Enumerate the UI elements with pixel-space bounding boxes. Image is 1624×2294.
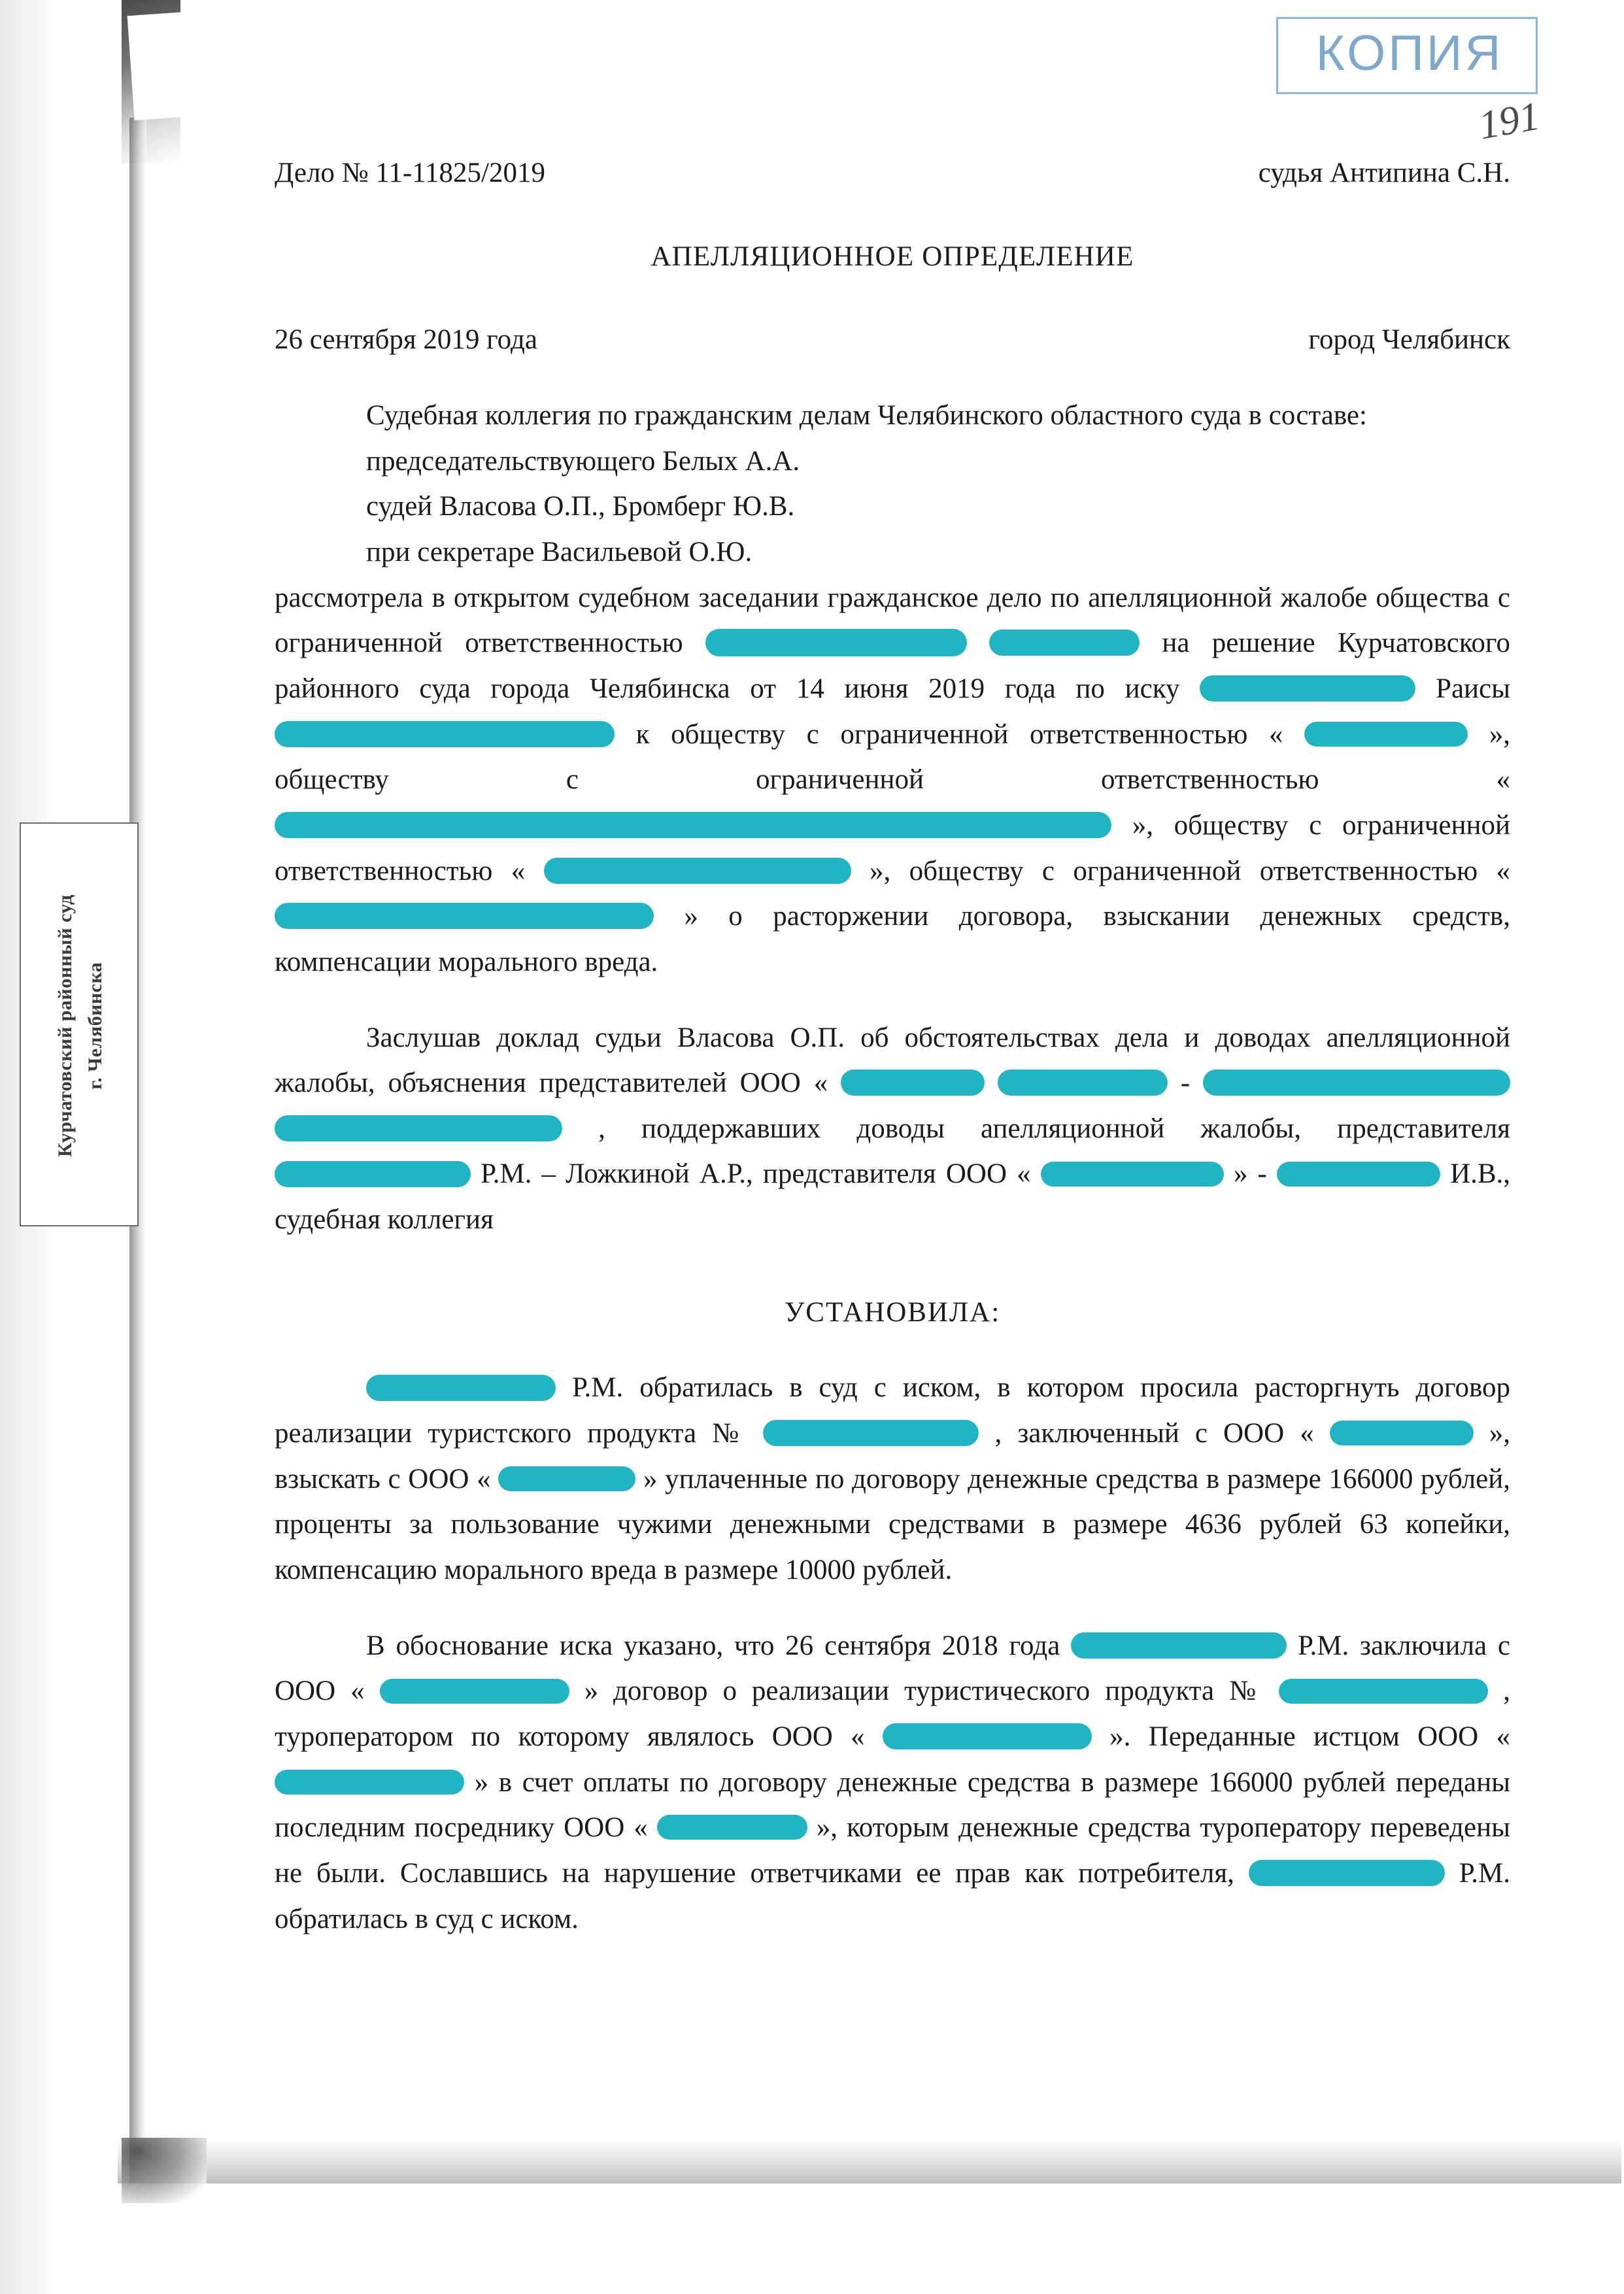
- date-city-row: [275, 317, 1510, 363]
- redaction-mark: [1200, 675, 1415, 701]
- redaction-mark: [1279, 1679, 1488, 1704]
- document-city: город Челябинск: [1308, 324, 1510, 356]
- case-subject-text-5: », обществу с ограниченной ответственностью «: [275, 718, 1511, 796]
- redaction-mark: [275, 721, 615, 747]
- grounds-text-6: » в счет оплаты по договору денежные средства в размере 166000 рублей переданы последним посреднику ООО «: [275, 1766, 1511, 1844]
- redaction-mark: [1203, 1070, 1510, 1096]
- redaction-mark: [275, 1770, 464, 1795]
- court-side-stamp-line-2: г. Челябинска: [84, 962, 106, 1090]
- redaction-mark: [883, 1723, 1092, 1749]
- redaction-mark: [1277, 1162, 1440, 1187]
- case-subject-text-8: », обществу с ограниченной ответственностью «: [870, 855, 1510, 886]
- redaction-mark: [1304, 722, 1468, 747]
- court-side-stamp-line-1: Курчатовский районный суд: [54, 894, 76, 1157]
- case-number: Дело № 11-11825/2019: [275, 158, 546, 188]
- document-title: АПЕЛЛЯЦИОННОЕ ОПРЕДЕЛЕНИЕ: [651, 241, 1134, 272]
- grounds-text-2: Р.М. заключила с ООО «: [275, 1630, 1511, 1707]
- claim-paragraph: [275, 1365, 1510, 1593]
- redaction-mark: [998, 1070, 1168, 1096]
- redaction-mark: [544, 858, 851, 884]
- presiding-judge: председательствующего Белых А.А.: [366, 445, 800, 477]
- case-subject-text-7: обществу с ограниченной ответственностью «: [275, 809, 1510, 886]
- grounds-text-3: » договор о реализации туристического продукта №: [584, 1676, 1264, 1707]
- case-subject-text-4: к обществу с ограниченной ответственностью «: [635, 718, 1283, 750]
- case-subject-text-2: на решение Курчатовского районного суда города Челябинска от 14 июня 2019 года по иску: [275, 628, 1510, 704]
- redaction-mark: [1249, 1860, 1445, 1886]
- hearing-report-text-4: Р.М. – Ложкиной А.Р.,: [481, 1158, 753, 1190]
- redaction-mark: [763, 1420, 979, 1446]
- handwritten-page-number: 191: [1475, 93, 1544, 148]
- hearing-report-text-7: И.В., судебная коллегия: [275, 1158, 1511, 1236]
- composition-intro: Судебная коллегия по гражданским делам Челябинского областного суда в составе:: [366, 399, 1367, 431]
- redaction-mark: [366, 1375, 556, 1401]
- claim-text-3: », взыскать с ООО «: [275, 1418, 1511, 1494]
- document-date: 26 сентября 2019 года: [275, 324, 537, 356]
- redaction-mark: [1071, 1632, 1287, 1659]
- redaction-mark: [989, 630, 1140, 656]
- hearing-report-text-6: » -: [1233, 1158, 1267, 1190]
- hearing-report-text-3: , поддержавших доводы апелляционной жалобы, представителя: [598, 1113, 1510, 1144]
- claim-text-4: » уплаченные по договору денежные средства в размере 166000 рублей, проценты за пользование чужими денежными средствами в размере 4636 рублей 63 копейки, компенсацию морального вреда в размере 10000 рублей.: [275, 1463, 1511, 1586]
- hearing-report-text-5: представителя ООО «: [762, 1158, 1031, 1190]
- case-subject-paragraph: [275, 575, 1510, 985]
- case-subject-text-1: рассмотрела в открытом судебном заседании гражданское дело по апелляционной жалобе общества с ограниченной ответственностью: [275, 582, 1510, 659]
- copy-stamp-label: КОПИЯ: [1315, 25, 1504, 81]
- page-corner-fold: [127, 10, 213, 120]
- ruling-heading: УСТАНОВИЛА:: [784, 1296, 1001, 1328]
- header-row: [275, 150, 1510, 196]
- case-subject-text-3: Раисы: [1436, 673, 1511, 704]
- grounds-text-8: Р.М. обратилась в суд с иском.: [275, 1858, 1510, 1934]
- redaction-mark: [1330, 1421, 1474, 1445]
- redaction-mark: [498, 1466, 635, 1491]
- redaction-mark: [275, 1161, 471, 1187]
- grounds-paragraph: [275, 1623, 1510, 1942]
- hearing-report-text-1: Заслушав доклад судьи Власова О.П. об обстоятельствах дела и доводах апелляционной жалобы, объяснения представителей ООО «: [275, 1022, 1510, 1099]
- scan-shadow-bottom: [118, 2138, 1621, 2184]
- redaction-mark: [1041, 1162, 1224, 1187]
- redaction-mark: [380, 1679, 569, 1704]
- judge-name: судья Антипина С.Н.: [1258, 158, 1510, 188]
- grounds-text-4: , туроператором по которому являлось ООО «: [275, 1676, 1511, 1753]
- scan-shadow-bottom-left: [122, 2138, 207, 2203]
- grounds-text-7: », которым денежные средства туроператору переведены не были. Сославшись на нарушение ответчиками ее прав как потребителя,: [275, 1812, 1510, 1889]
- redaction-mark: [275, 812, 1111, 838]
- court-secretary: при секретаре Васильевой О.Ю.: [366, 536, 753, 567]
- redaction-mark: [841, 1070, 985, 1096]
- panel-judges: судей Власова О.П., Бромберг Ю.В.: [366, 491, 795, 522]
- grounds-text-1: В обоснование иска указано, что 26 сентября 2018 года: [366, 1630, 1060, 1661]
- grounds-text-5: ». Переданные истцом ООО «: [1109, 1721, 1510, 1753]
- hearing-report-paragraph: [275, 1015, 1510, 1243]
- case-subject-text-9: » о расторжении договора, взыскании денежных средств, компенсации морального вреда.: [275, 901, 1510, 977]
- document-body: [275, 150, 1510, 1942]
- redaction-mark: [705, 629, 967, 656]
- redaction-mark: [275, 903, 654, 929]
- court-side-stamp: [20, 822, 139, 1226]
- case-subject-text-6: »,: [1132, 809, 1153, 841]
- redaction-mark: [657, 1815, 807, 1840]
- claim-text-2: , заключенный с ООО «: [994, 1418, 1314, 1449]
- claim-text-1: Р.М. обратилась в суд с иском, в котором просила расторгнуть договор реализации туристского продукта №: [275, 1372, 1511, 1449]
- redaction-mark: [275, 1115, 562, 1141]
- hearing-report-text-2: -: [1180, 1068, 1191, 1099]
